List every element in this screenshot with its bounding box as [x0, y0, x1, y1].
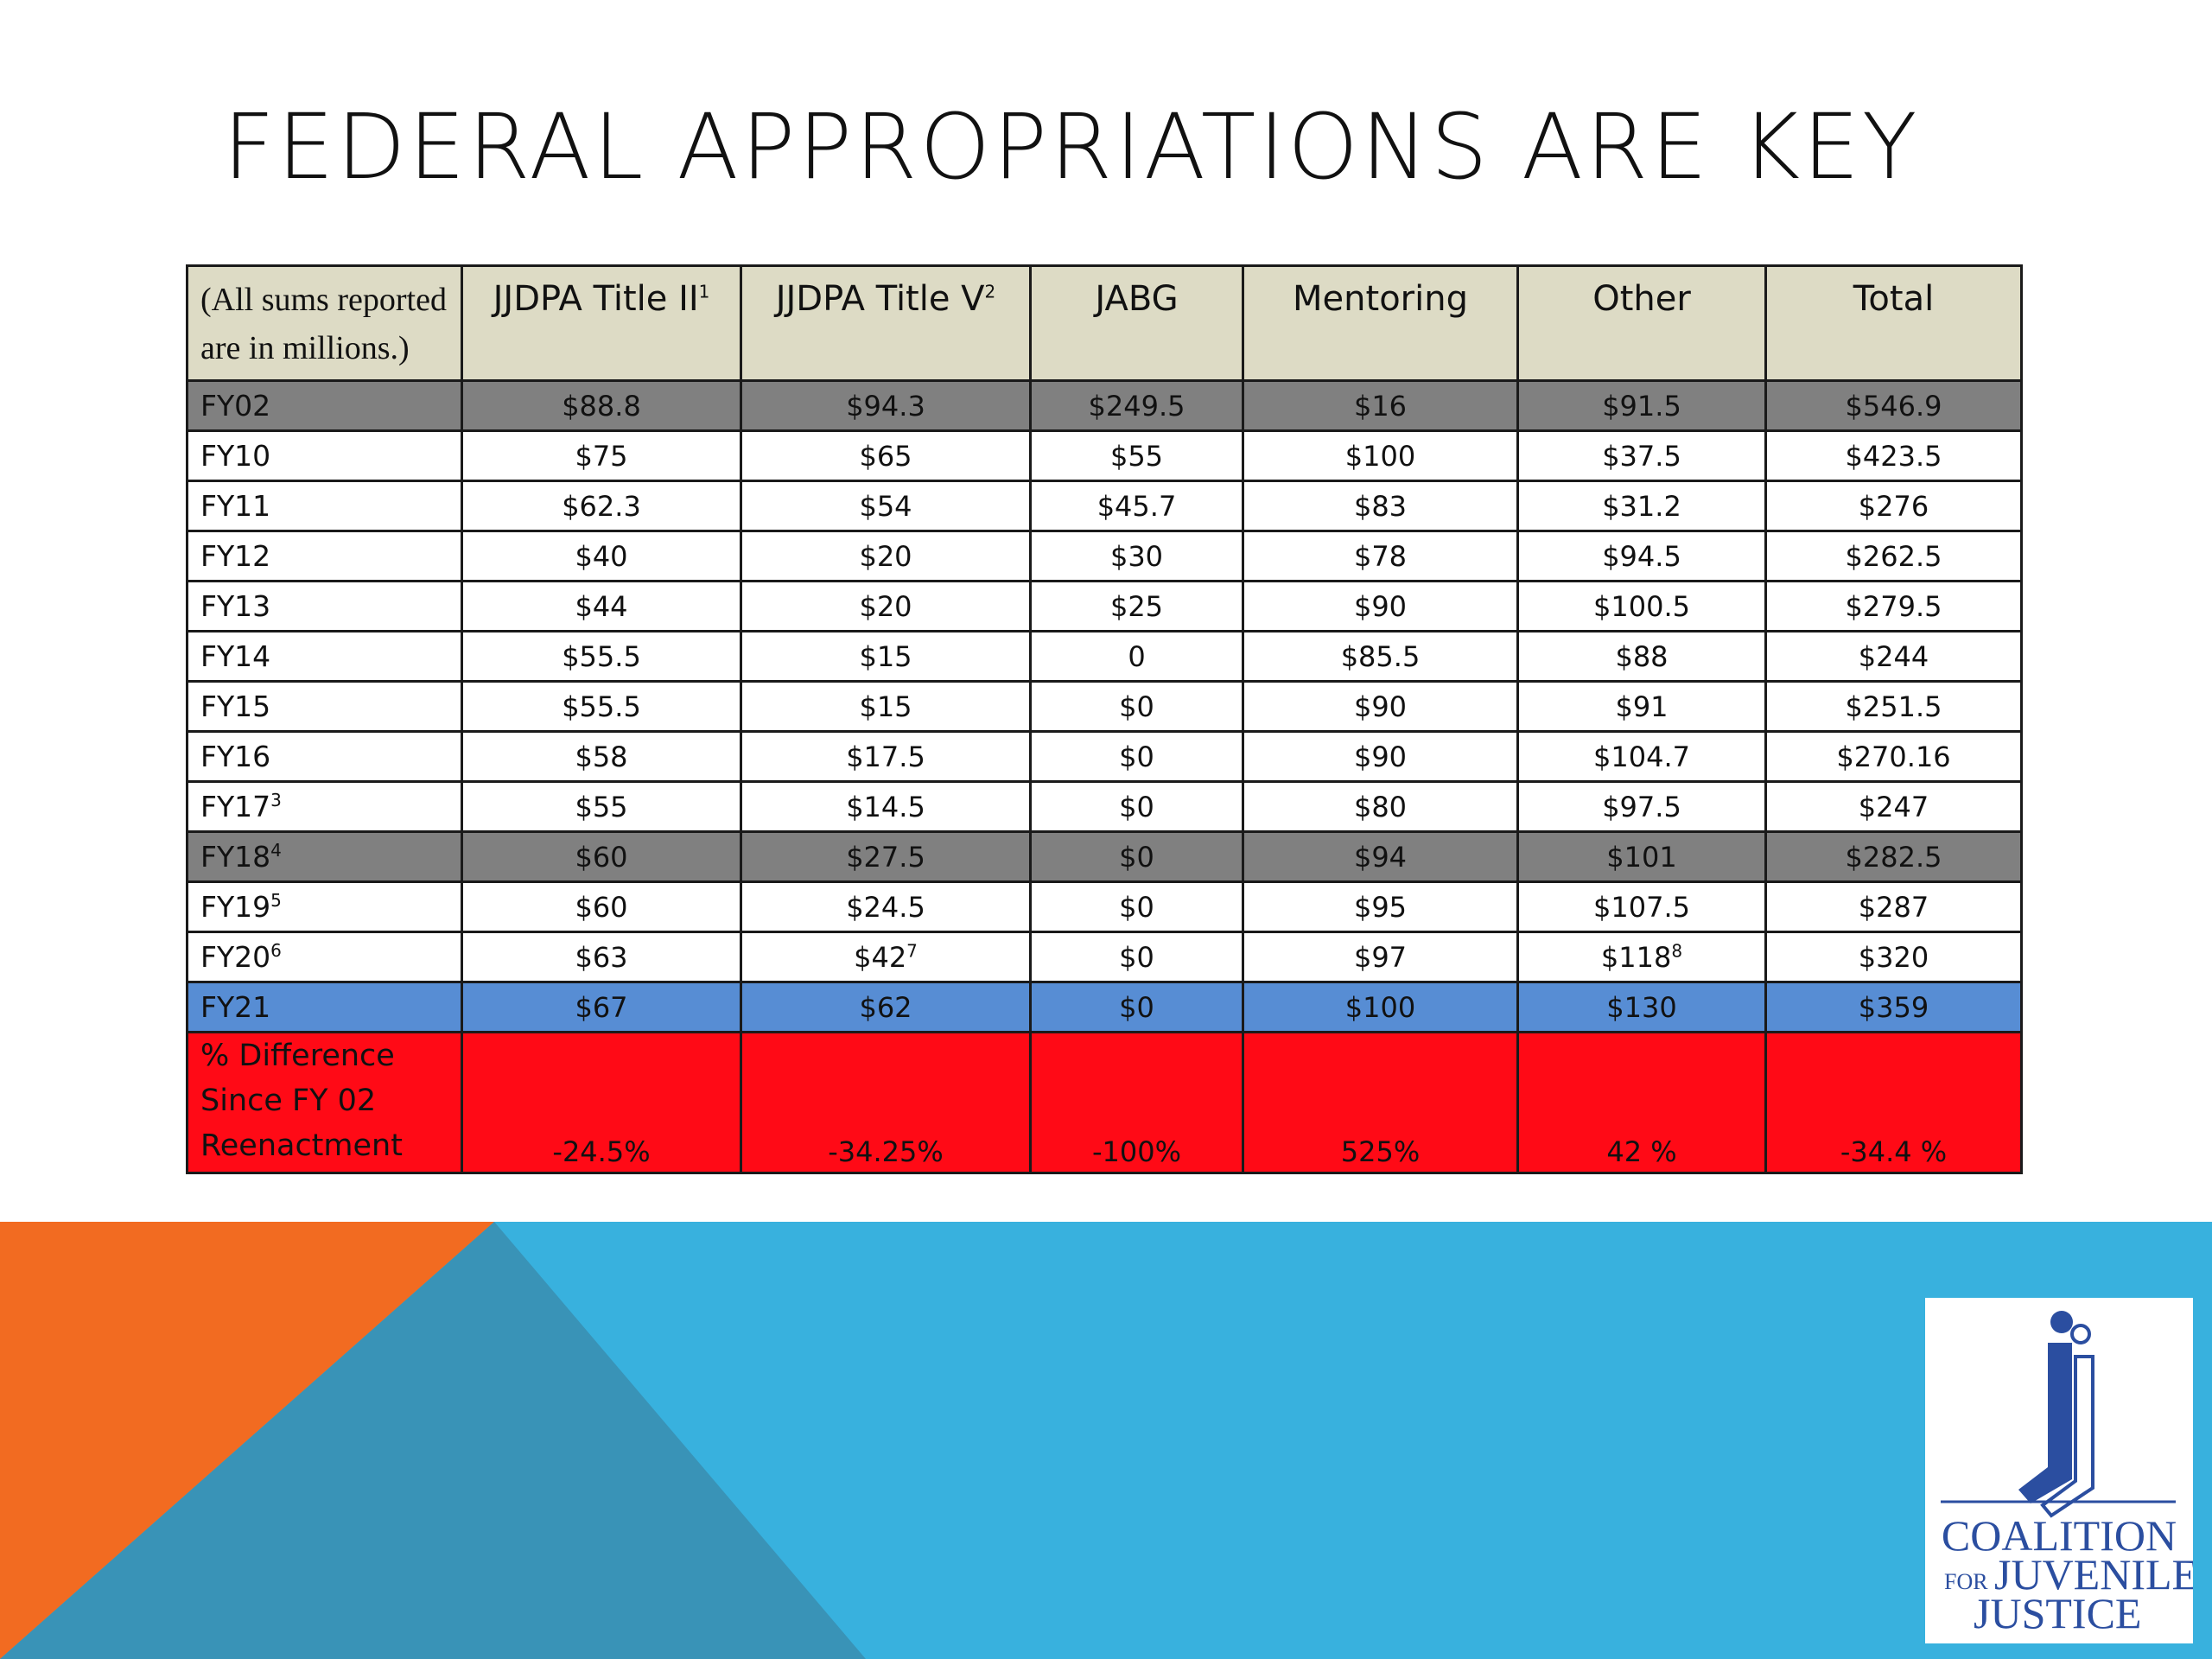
table-cell: [1766, 582, 2022, 632]
row-label-text: FY15: [200, 690, 271, 723]
table-cell: [462, 481, 741, 531]
table-cell: [1031, 882, 1243, 932]
table-cell-text: -34.25%: [828, 1135, 944, 1168]
table-cell: [741, 782, 1031, 832]
table-row: [188, 982, 2022, 1033]
column-header: [1031, 266, 1243, 381]
table-cell: [1031, 431, 1243, 481]
row-label: [188, 932, 462, 982]
logo-text-juvenile: JUVENILE: [1994, 1550, 2193, 1599]
table-cell: [741, 932, 1031, 982]
table-cell-text: $42: [854, 940, 907, 974]
table-cell-text: $359: [1858, 990, 1929, 1024]
appropriations-table: [186, 264, 2023, 1174]
row-label-text: FY21: [200, 990, 271, 1024]
table-cell-text: $85.5: [1340, 639, 1421, 673]
table-cell-text: $15: [859, 639, 912, 673]
table-row: [188, 381, 2022, 431]
table-cell: [1518, 682, 1766, 732]
table-cell: [1243, 982, 1518, 1033]
row-label: [188, 431, 462, 481]
row-label: [188, 481, 462, 531]
table-cell-text: $31.2: [1602, 489, 1681, 523]
table-row: [188, 932, 2022, 982]
table-cell: [741, 431, 1031, 481]
table-cell-text: $78: [1353, 539, 1408, 573]
footnote-marker: 1: [698, 281, 710, 302]
table-cell-text: $62.3: [562, 489, 641, 523]
logo-text-justice: JUSTICE: [1974, 1589, 2142, 1637]
table-cell-text: $270.16: [1836, 740, 1951, 773]
row-label: [188, 381, 462, 431]
table-cell-text: $249.5: [1088, 389, 1185, 423]
table-cell-text: $25: [1109, 589, 1164, 623]
table-cell-text: $62: [859, 990, 912, 1024]
table-cell: [1031, 381, 1243, 431]
table-cell: [1766, 481, 2022, 531]
table-cell-text: $20: [859, 589, 912, 623]
table-cell: [1243, 582, 1518, 632]
table-cell-text: $247: [1858, 790, 1929, 823]
table-cell-text: $90: [1353, 589, 1408, 623]
column-header-text: JJDPA Title V: [775, 279, 985, 319]
table-cell: [1766, 732, 2022, 782]
footnote-marker: 8: [1671, 939, 1683, 961]
table-cell: [1518, 582, 1766, 632]
table-cell: [462, 732, 741, 782]
table-header-note: (All sums reported are in millions.): [188, 266, 462, 381]
column-header-text: JABG: [1095, 279, 1179, 319]
column-header-text: Total: [1853, 279, 1935, 319]
row-label-text: FY02: [200, 389, 271, 423]
table-cell: [1518, 431, 1766, 481]
table-cell-text: $55: [1109, 439, 1164, 473]
table-cell: [1031, 932, 1243, 982]
row-label-text: FY18: [200, 840, 271, 874]
table-cell-text: $95: [1353, 890, 1408, 924]
table-cell-text: $546.9: [1845, 389, 1942, 423]
table-cell-text: $90: [1353, 690, 1408, 723]
table-cell-text: $282.5: [1845, 840, 1942, 874]
table-cell-text: $104.7: [1593, 740, 1690, 773]
table-body: [188, 381, 2022, 1173]
row-label: [188, 632, 462, 682]
row-label-text: FY12: [200, 539, 271, 573]
logo-text-coalition: COALITION: [1941, 1511, 2177, 1560]
column-header: [1518, 266, 1766, 381]
table-cell-text: $0: [1119, 690, 1154, 723]
table-cell-text: $14.5: [846, 790, 925, 823]
table-cell: [1518, 932, 1766, 982]
table-cell-text: $94: [1353, 840, 1408, 874]
table-cell: [1243, 682, 1518, 732]
table-row: [188, 632, 2022, 682]
table-row: [188, 682, 2022, 732]
table-cell: [1766, 832, 2022, 882]
table-header-row: [188, 266, 2022, 381]
table-cell: [1243, 431, 1518, 481]
table-cell: [1243, 481, 1518, 531]
table-cell: [1766, 932, 2022, 982]
table-cell: [1766, 1033, 2022, 1173]
table-cell-text: $80: [1353, 790, 1408, 823]
table-cell-text: $0: [1119, 790, 1154, 823]
table-row: [188, 582, 2022, 632]
table-cell: [462, 832, 741, 882]
table-cell: [741, 531, 1031, 582]
row-label: [188, 832, 462, 882]
table-cell: [1766, 782, 2022, 832]
table-cell: [1243, 632, 1518, 682]
table-cell: [1766, 531, 2022, 582]
table-cell-text: $55.5: [562, 639, 641, 673]
table-cell: [1031, 481, 1243, 531]
row-label: [188, 982, 462, 1033]
table-cell-text: $0: [1119, 990, 1154, 1024]
row-label: [188, 882, 462, 932]
table-cell: [462, 882, 741, 932]
coalition-logo: [1925, 1298, 2193, 1643]
table-cell: [1243, 832, 1518, 882]
table-cell: [1243, 882, 1518, 932]
table-cell: [741, 582, 1031, 632]
table-cell-text: $60: [575, 840, 628, 874]
column-header-text: Mentoring: [1293, 279, 1468, 319]
table-cell: [741, 381, 1031, 431]
table-cell-text: $320: [1858, 940, 1929, 974]
table-cell-text: $276: [1858, 489, 1929, 523]
table-row: [188, 882, 2022, 932]
table-cell: [462, 932, 741, 982]
table-cell-text: $88: [1615, 639, 1669, 673]
table-cell: [1031, 682, 1243, 732]
table-cell-text: $15: [859, 690, 912, 723]
table-cell-text: $63: [575, 940, 628, 974]
table-cell-text: $54: [859, 489, 912, 523]
table-cell: [462, 1033, 741, 1173]
footnote-marker: 5: [270, 890, 282, 911]
table-cell: [741, 732, 1031, 782]
table-cell-text: $45.7: [1096, 489, 1177, 523]
table-cell-text: $279.5: [1845, 589, 1942, 623]
table-cell-text: $97: [1353, 940, 1408, 974]
table-cell-text: $91: [1615, 690, 1669, 723]
table-cell: [741, 1033, 1031, 1173]
table-cell: [1031, 782, 1243, 832]
column-header: [462, 266, 741, 381]
table-cell-text: $100: [1344, 990, 1416, 1024]
row-label: [188, 582, 462, 632]
row-label-text: FY13: [200, 589, 271, 623]
table-cell-text: $58: [575, 740, 628, 773]
table-cell: [1243, 782, 1518, 832]
table-cell-text: $60: [575, 890, 628, 924]
row-label-text: FY17: [200, 790, 271, 823]
table-cell-text: $0: [1119, 840, 1154, 874]
table-cell: [1031, 732, 1243, 782]
table-cell: [741, 632, 1031, 682]
table-cell: [1031, 632, 1243, 682]
table-cell-text: -24.5%: [552, 1135, 651, 1168]
table-cell: [1031, 832, 1243, 882]
table-row: [188, 782, 2022, 832]
table-cell-text: 0: [1128, 639, 1146, 673]
table-cell-text: $88.8: [562, 389, 641, 423]
footnote-marker: 4: [270, 840, 282, 861]
table-row: [188, 431, 2022, 481]
table-cell: [1766, 982, 2022, 1033]
table-row: [188, 481, 2022, 531]
table-row: [188, 1033, 2022, 1173]
column-header: [741, 266, 1031, 381]
table-cell-text: $24.5: [846, 890, 925, 924]
table-cell: [741, 832, 1031, 882]
decorative-band: [0, 1222, 2212, 1659]
table-cell-text: $90: [1353, 740, 1408, 773]
table-cell-text: 525%: [1340, 1135, 1421, 1168]
table-cell-text: $55.5: [562, 690, 641, 723]
table-cell: [1766, 431, 2022, 481]
row-label: [188, 1033, 462, 1173]
column-header-text: JJDPA Title II: [493, 279, 699, 319]
row-label: [188, 531, 462, 582]
footnote-marker: 7: [906, 939, 918, 961]
footnote-marker: 6: [270, 940, 282, 961]
row-label-text: FY10: [200, 439, 271, 473]
footnote-marker: 3: [270, 790, 282, 810]
table-cell: [462, 682, 741, 732]
row-label-text: FY19: [200, 890, 271, 924]
table-cell-text: $37.5: [1602, 439, 1681, 473]
footnote-marker: 2: [984, 281, 996, 302]
table-cell-text: $287: [1858, 890, 1929, 924]
table-cell-text: $20: [859, 539, 912, 573]
table-cell-text: $30: [1109, 539, 1164, 573]
row-label: [188, 732, 462, 782]
table-cell-text: $65: [859, 439, 912, 473]
table-cell: [1031, 982, 1243, 1033]
table-cell: [462, 582, 741, 632]
coalition-logo-mark: [1925, 1298, 2193, 1643]
table-cell-text: $0: [1119, 740, 1154, 773]
table-cell: [1243, 381, 1518, 431]
table-cell: [462, 531, 741, 582]
row-label: [188, 782, 462, 832]
table-cell-text: $423.5: [1845, 439, 1942, 473]
table-row: [188, 531, 2022, 582]
table-cell-text: -100%: [1091, 1135, 1182, 1168]
table-cell: [1766, 632, 2022, 682]
table-cell-text: $17.5: [846, 740, 925, 773]
table-cell: [462, 982, 741, 1033]
table-cell: [1031, 582, 1243, 632]
table-cell: [462, 431, 741, 481]
table-cell: [1518, 1033, 1766, 1173]
table-cell: [1518, 982, 1766, 1033]
slide-title: FEDERAL APPROPRIATIONS ARE KEY: [223, 94, 1920, 200]
table-cell: [741, 481, 1031, 531]
table-cell-text: $91.5: [1602, 389, 1681, 423]
row-label-text: FY14: [200, 639, 271, 673]
table-cell: [1518, 832, 1766, 882]
table-cell: [741, 982, 1031, 1033]
table-cell: [1243, 932, 1518, 982]
table-cell: [462, 381, 741, 431]
table-cell: [1518, 782, 1766, 832]
table-cell-text: $40: [575, 539, 628, 573]
table-cell-text: $27.5: [846, 840, 925, 874]
table-cell: [1518, 732, 1766, 782]
table-cell-text: $107.5: [1593, 890, 1690, 924]
row-label-text: FY20: [200, 940, 271, 974]
table-cell-text: $94.5: [1602, 539, 1681, 573]
table-cell-text: $262.5: [1845, 539, 1942, 573]
table-cell-text: $97.5: [1602, 790, 1681, 823]
table-cell: [462, 782, 741, 832]
table-cell-text: $101: [1606, 840, 1677, 874]
table-cell-text: $75: [575, 439, 628, 473]
table-cell: [1518, 882, 1766, 932]
table-cell: [1031, 1033, 1243, 1173]
table-cell: [1243, 732, 1518, 782]
table-cell: [1243, 531, 1518, 582]
table-cell: [1243, 1033, 1518, 1173]
row-label: [188, 682, 462, 732]
table-cell-text: $55: [575, 790, 628, 823]
column-header: [1243, 266, 1518, 381]
table-cell: [462, 632, 741, 682]
table-cell: [1518, 632, 1766, 682]
column-header: [1766, 266, 2022, 381]
row-label-text: % Difference Since FY 02 Reenactment: [200, 1039, 403, 1163]
table-cell-text: -34.4 %: [1840, 1135, 1948, 1168]
table-row: [188, 732, 2022, 782]
table-cell-text: $251.5: [1845, 690, 1942, 723]
table-cell: [741, 882, 1031, 932]
table-cell-text: $16: [1353, 389, 1408, 423]
logo-text-for: FOR: [1944, 1569, 1988, 1594]
table-cell: [1518, 381, 1766, 431]
table-cell-text: $94.3: [846, 389, 925, 423]
table-row: [188, 832, 2022, 882]
table-cell: [741, 682, 1031, 732]
table-cell-text: $100.5: [1593, 589, 1690, 623]
table-cell-text: $44: [575, 589, 628, 623]
table-cell: [1766, 882, 2022, 932]
table-cell: [1518, 531, 1766, 582]
table-cell-text: $244: [1858, 639, 1929, 673]
table-cell-text: $83: [1353, 489, 1408, 523]
table-cell-text: $118: [1600, 940, 1672, 974]
row-label-text: FY11: [200, 489, 271, 523]
column-header-text: Other: [1592, 279, 1691, 319]
table-cell-text: $67: [575, 990, 628, 1024]
row-label-text: FY16: [200, 740, 271, 773]
table-cell: [1031, 531, 1243, 582]
table-cell-text: 42 %: [1606, 1135, 1677, 1168]
table-cell: [1766, 682, 2022, 732]
table-cell-text: $0: [1119, 890, 1154, 924]
table-cell-text: $0: [1119, 940, 1154, 974]
table-cell: [1766, 381, 2022, 431]
table-cell-text: $100: [1344, 439, 1416, 473]
table-cell-text: $130: [1606, 990, 1677, 1024]
table-cell: [1518, 481, 1766, 531]
